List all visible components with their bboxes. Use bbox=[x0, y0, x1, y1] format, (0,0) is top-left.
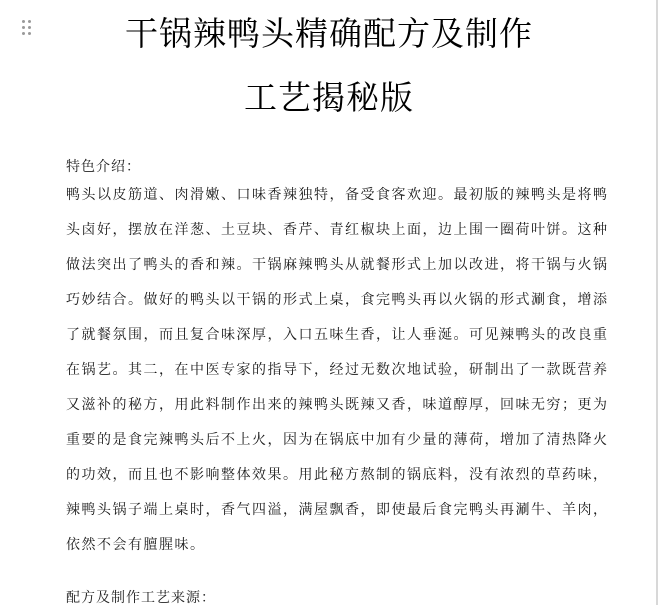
section-heading-intro: 特色介绍： bbox=[66, 159, 141, 175]
paragraph-line: 头卤好，摆放在洋葱、土豆块、香芹、青红椒块上面，边上围一圈荷叶饼。这种 bbox=[66, 222, 609, 238]
paragraph-line: 的功效，而且也不影响整体效果。用此秘方熬制的锅底料，没有浓烈的草药味， bbox=[66, 467, 609, 483]
paragraph-line: 依然不会有膻腥味。 bbox=[66, 537, 206, 553]
paragraph-line: 又滋补的秘方，用此料制作出来的辣鸭头既辣又香，味道醇厚，回味无穷；更为 bbox=[66, 397, 609, 413]
section-heading-source: 配方及制作工艺来源： bbox=[66, 590, 216, 605]
document-title-line-1: 干锅辣鸭头精确配方及制作 bbox=[125, 14, 533, 53]
paragraph-line: 重要的是食完辣鸭头后不上火，因为在锅底中加有少量的薄荷，增加了清热降火 bbox=[66, 432, 609, 448]
paragraph-line: 巧妙结合。做好的鸭头以干锅的形式上桌，食完鸭头再以火锅的形式涮食，增添 bbox=[66, 292, 609, 308]
paragraph-line: 辣鸭头锅子端上桌时，香气四溢，满屋飘香，即使最后食完鸭头再涮牛、羊肉， bbox=[66, 502, 609, 518]
paragraph-line: 做法突出了鸭头的香和辣。干锅麻辣鸭头从就餐形式上加以改进，将干锅与火锅 bbox=[66, 257, 609, 273]
document-title-line-2: 工艺揭秘版 bbox=[244, 78, 414, 117]
paragraph-line: 了就餐氛围，而且复合味深厚，入口五味生香，让人垂涎。可见辣鸭头的改良重 bbox=[66, 327, 609, 343]
paragraph-line: 鸭头以皮筋道、肉滑嫩、口味香辣独特，备受食客欢迎。最初版的辣鸭头是将鸭 bbox=[66, 187, 609, 203]
paragraph-line: 在锅艺。其二，在中医专家的指导下，经过无数次地试验，研制出了一款既营养 bbox=[66, 362, 609, 378]
